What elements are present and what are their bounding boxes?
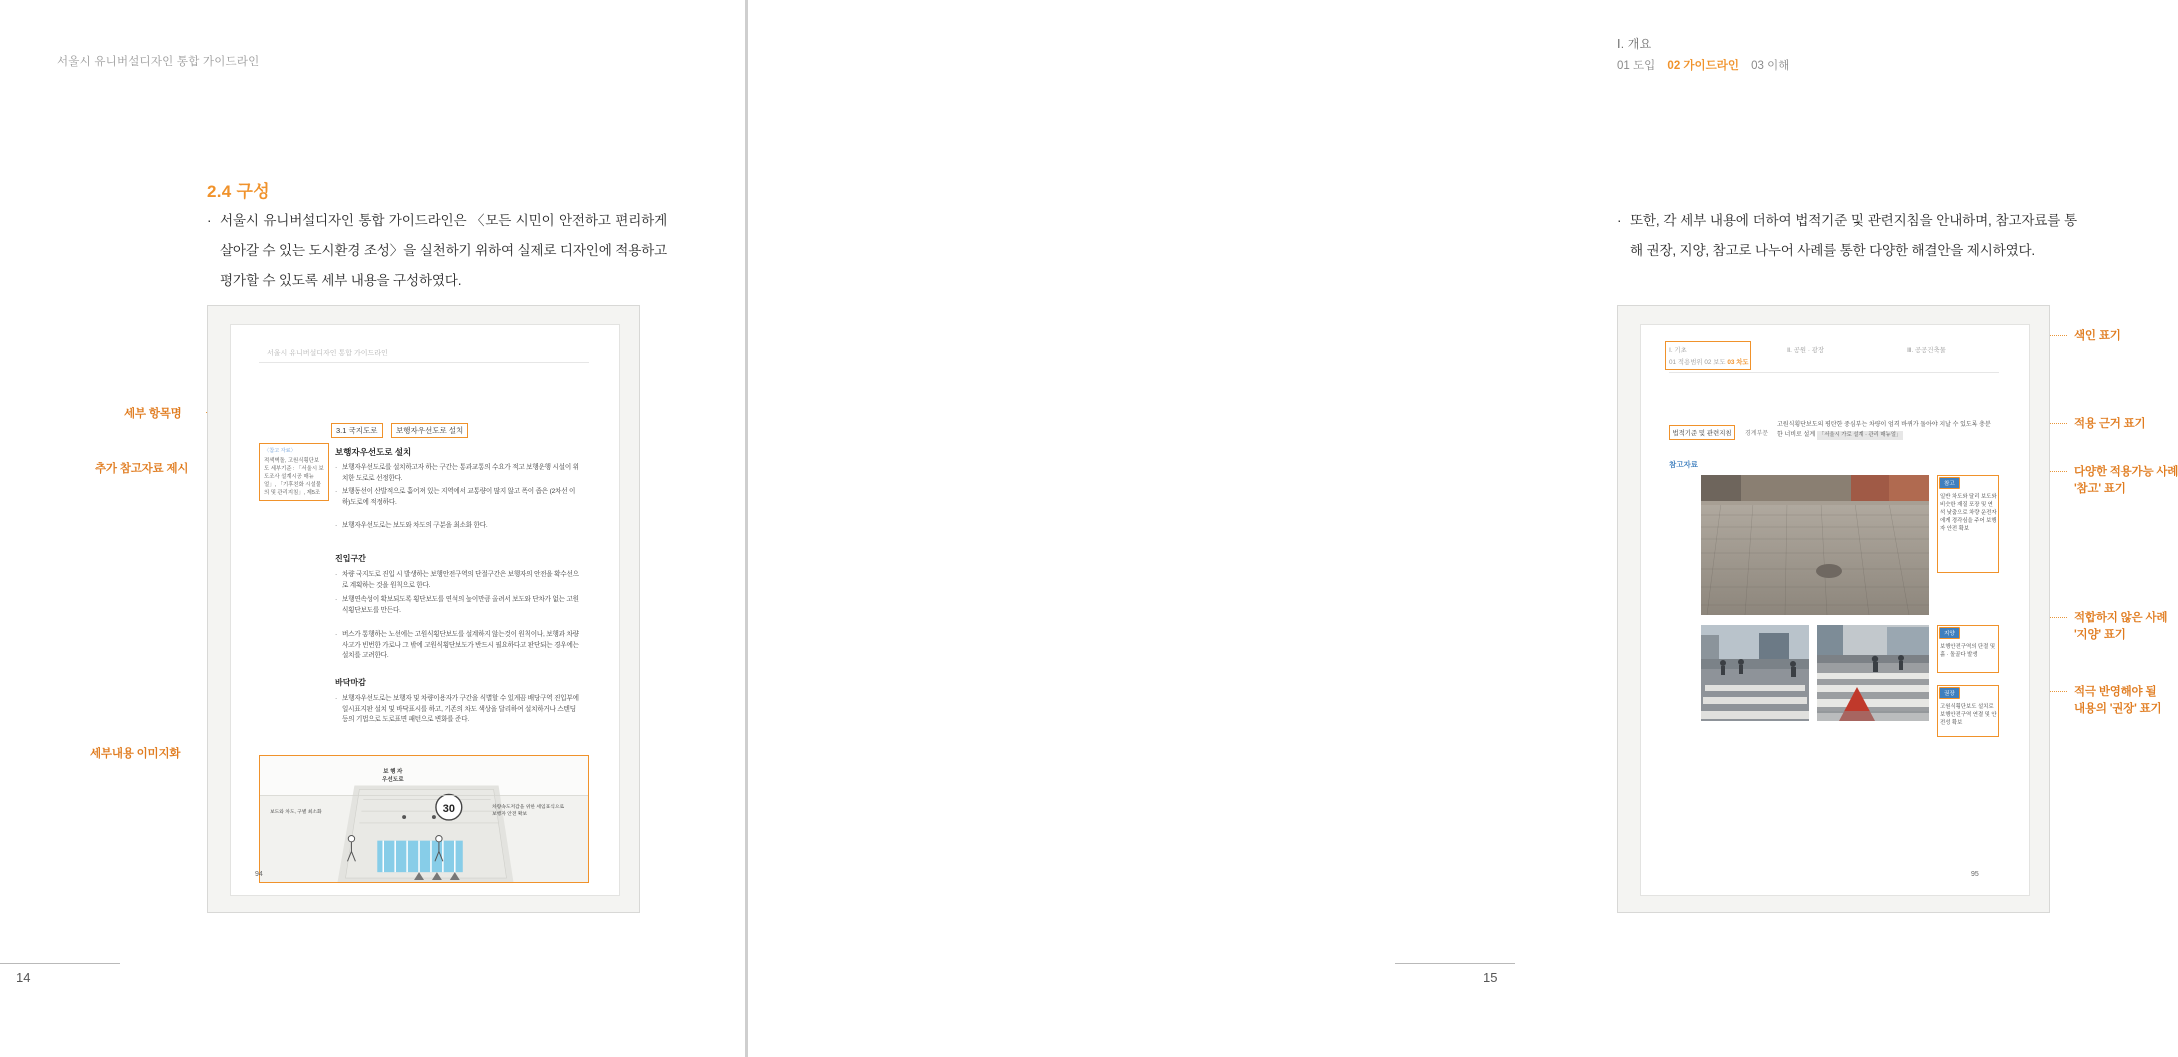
mini-heading-3: 보행자우선도로 설치 <box>335 447 412 457</box>
anno-additional-reference: 추가 참고자료 제시 <box>95 463 189 475</box>
left-body-paragraph <box>207 206 667 296</box>
running-head-right-title: Ⅰ. 개요 <box>1617 37 1652 51</box>
mini-subtabs <box>1669 357 1749 366</box>
legal-standard-text: 고원식횡단보도의 평탄한 중심부는 차량이 엄격 바퀴가 돌아야 지날 수 있도록 충분한 너비로 설계 「서울시 가로 설계 · 관리 매뉴얼」 <box>1777 421 1995 440</box>
mini-bullet: · 보행자우선도로는 보행자 및 차량이용자가 구간을 식별할 수 있게끔 배당구역 진입부에 일시표지판 설치 및 바닥표시를 하고, 기존의 차도 색상을 달리하여 설치하거나 스텐딩 등의 기법으로 도로표면 패턴으로 변화를 준다. <box>335 695 579 723</box>
mini-bullet: · 보행연속성이 확보되도록 횡단보도를 연석의 높이만큼 올려서 보도와 단차가 없는 고원식횡단보도를 만든다. <box>335 596 579 614</box>
mini-page-preview-right <box>1640 324 2030 896</box>
mini-bullet: · 보행자우선도로를 설치하고자 하는 구간는 통과교통의 수요가 적고 보행운행 시설이 위치한 도로로 선정한다. <box>335 464 579 482</box>
caption-avoid: 보행안전구역의 단절 및 흙 · 돌골다 발생 <box>1940 644 1996 658</box>
mini-subtab-3: 03 차도 <box>1727 359 1749 366</box>
legal-standard-box: 법적기준 및 관련지침 <box>1669 425 1735 440</box>
anno-detail-image: 세부내용 이미지화 <box>90 748 181 760</box>
left-body-text: 서울시 유니버설디자인 통합 가이드라인은 〈모든 시민이 안전하고 편리하게 살아갈 수 있는 도시환경 조성〉을 실천하기 위하여 실제로 디자인에 적용하고 평가할 수 있도록 세부 내용을 구성하였다. <box>220 213 667 288</box>
runhead-item-01: 01 도입 <box>1617 60 1656 72</box>
mini-bullet: · 차량 국지도로 진입 시 발생하는 보행안전구역의 단절구간은 보행자의 안전을 확수선으로 계획하는 것을 원칙으로 한다. <box>335 571 579 589</box>
legal-boundary-label: 경계부문 <box>1745 431 1769 437</box>
mini-page-preview <box>230 324 620 896</box>
footer-rule-right <box>1395 963 1515 964</box>
mini-heading-4: 진입구간 <box>335 554 366 563</box>
reference-section-title: 참고자료 <box>1669 460 1698 469</box>
mini-bullet: · 보행동선이 산발적으로 흩어져 있는 지역에서 교통량이 많지 않고 폭이 좁은 (2차선 이하)도로에 적정하다. <box>335 488 576 506</box>
reference-box-title: 〈참고 자료〉 <box>264 448 296 454</box>
running-head-left: 서울시 유니버설디자인 통합 가이드라인 <box>57 56 260 68</box>
mini-page-folio-right: 95 <box>1971 871 1979 878</box>
photo-cobblestone-street <box>1701 475 1929 615</box>
mini-breadcrumb-tag: 3.1 국지도로 <box>331 423 383 438</box>
anno-index-mark: 색인 표기 <box>2074 330 2121 342</box>
photo-crosswalk-avoid <box>1701 625 1809 721</box>
mini-subtab-2: 02 보도 <box>1704 359 1726 366</box>
right-figure-frame <box>1617 305 2050 913</box>
street-illustration-svg <box>260 756 588 882</box>
anno-detail-item-name: 세부 항목명 <box>124 408 182 420</box>
running-head-right-items <box>1617 57 1798 73</box>
mini-heading-4: 바닥마감 <box>335 678 366 687</box>
illustration-left-note: 보도와 차도, 구별 최소화 <box>270 810 322 815</box>
section-title: 2.4 구성 <box>207 182 270 201</box>
mini-header-rule <box>259 362 589 363</box>
mini-tab-rule <box>1669 372 1999 373</box>
page-number-left: 14 <box>16 970 31 985</box>
caption-reference: 일반 차도와 달리 보도와 비슷한 재질 포장 및 연석 낮춤으로 차량 운전자에게 경각심을 주어 보행자 안전 확보 <box>1940 494 1997 532</box>
left-figure-frame <box>207 305 640 913</box>
runhead-item-02: 02 가이드라인 <box>1667 60 1739 72</box>
anno-avoid-mark: 적합하지 않은 사례 '지양' 표기 <box>2074 612 2168 641</box>
anno-legal-basis-mark: 적용 근거 표기 <box>2074 418 2146 430</box>
anno-recommend-mark: 적극 반영해야 될 내용의 '권장' 표기 <box>2074 686 2162 715</box>
right-body-paragraph <box>1617 206 2077 266</box>
mini-subtab-1: 01 적용범위 <box>1669 359 1703 366</box>
mini-illustration <box>259 755 589 883</box>
caption-recommend: 고원식횡단보도 설치로 보행안전구역 연결 및 안전성 확보 <box>1940 704 1997 726</box>
mini-title-tag: 보행자우선도로 설치 <box>391 423 468 438</box>
mini-tab-3: Ⅲ. 공공건축물 <box>1907 347 1946 354</box>
illustration-sign-label: 보 행 자 우선도로 <box>382 769 404 783</box>
reference-box-text: 적색벽돌, 고원식횡단보도 세부기준 : 「서울시 보도조사 설계시공 매뉴얼」, 「기후친화 시설물의 및 관리지침」, 제5조 <box>264 458 324 496</box>
mini-page-header: 서울시 유니버설디자인 통합 가이드라인 <box>267 350 388 357</box>
left-page <box>0 0 745 1057</box>
mini-tab-1: Ⅰ. 기초 <box>1669 347 1687 354</box>
mini-page-folio: 94 <box>255 871 263 878</box>
right-body-text: 또한, 각 세부 내용에 더하여 법적기준 및 관련지침을 안내하며, 참고자료를 통해 권장, 지양, 참고로 나누어 사례를 통한 다양한 해결안을 제시하였다. <box>1630 213 2077 258</box>
anno-reference-mark: 다양한 적용가능 사례 '참고' 표기 <box>2074 466 2178 495</box>
bullet-marker: · <box>1617 213 1622 228</box>
mini-bullet: · 보행자우선도로는 보도와 차도의 구분을 최소화 한다. <box>335 522 488 529</box>
photo-raised-crosswalk-recommend <box>1817 625 1929 721</box>
bullet-marker: · <box>207 213 212 228</box>
mini-reference-box <box>259 443 329 501</box>
mini-bullet: · 버스가 통행하는 노선에는 고원식횡단보도를 설계하지 않는것이 원칙이나, 보행과 차량사고가 빈번한 가로나 그 밖에 고원식횡단보도가 반드시 필요하다고 판단되는 경우에는 설치를 고려한다. <box>335 631 579 659</box>
runhead-item-03: 03 이해 <box>1751 60 1790 72</box>
legal-citation: 「서울시 가로 설계 · 관리 매뉴얼」 <box>1817 431 1904 441</box>
mini-tab-2: Ⅱ. 공원 · 광장 <box>1787 347 1825 354</box>
badge-recommend: 권장 <box>1939 687 1960 699</box>
badge-reference: 참고 <box>1939 477 1960 489</box>
right-page <box>748 0 2178 1057</box>
footer-rule-left <box>0 963 120 964</box>
page-number-right: 15 <box>1483 970 1498 985</box>
badge-avoid: 지양 <box>1939 627 1960 639</box>
illustration-right-note: 차량속도저감을 위한 세임표식으로 보행자 안전 확보 <box>492 805 565 817</box>
svg-text:30: 30 <box>442 803 455 816</box>
